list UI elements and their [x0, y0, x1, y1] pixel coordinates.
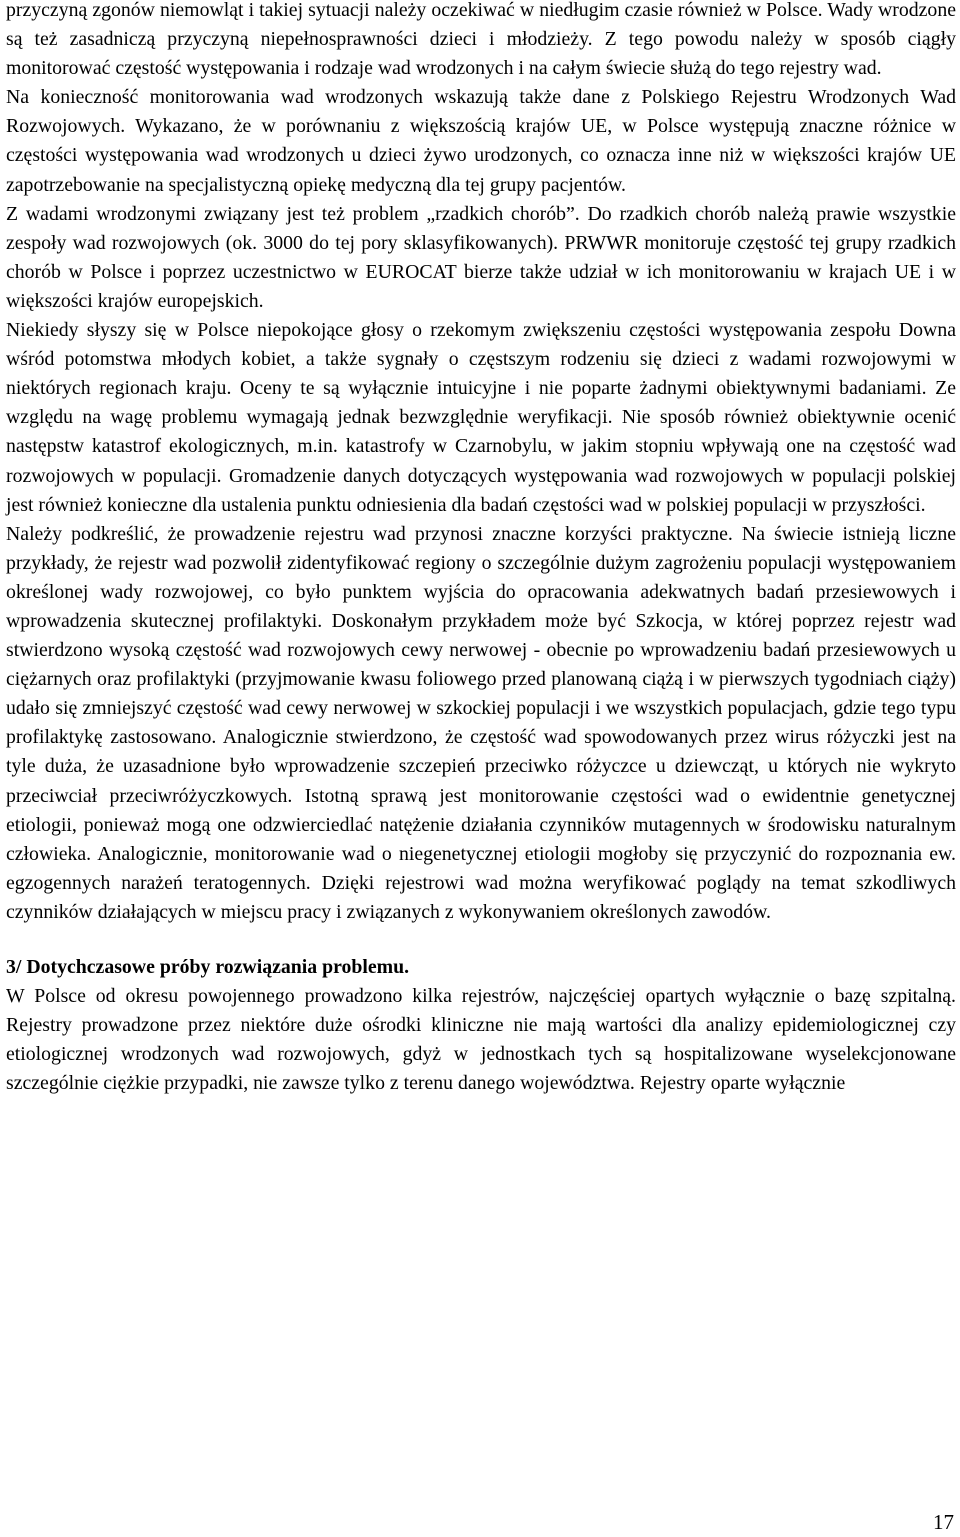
- paragraph: Na konieczność monitorowania wad wrodzonych wskazują także dane z Polskiego Rejestru Wrodzonych Wad Rozwojowych. Wykazano, że w porównaniu z większością krajów UE, w Polsce występują znaczne różnice w częstości występowania wad wrodzonych u dzieci żywo urodzonych, co oznacza inne niż w większości krajów UE zapotrzebowanie na specjalistyczną opiekę medyczną dla tej grupy pacjentów.: [6, 86, 956, 196]
- section-heading: 3/ Dotychczasowe próby rozwiązania problemu.: [6, 956, 410, 978]
- page-number: 17: [933, 1510, 954, 1534]
- document-page: [6, 0, 956, 1098]
- paragraph: przyczyną zgonów niemowląt i takiej sytuacji należy oczekiwać w niedługim czasie również w Polsce. Wady wrodzone są też zasadniczą przyczyną niepełnosprawności dzieci i młodzieży. Z tego powodu należy w sposób ciągły monitorować częstość występowania i rodzaje wad wrodzonych i na całym świecie służą do tego rejestry wad.: [6, 0, 956, 80]
- paragraph: Z wadami wrodzonymi związany jest też problem „rzadkich chorób”. Do rzadkich chorób należą prawie wszystkie zespoły wad rozwojowych (ok. 3000 do tej pory sklasyfikowanych). PRWWR monitoruje częstość tej grupy rzadkich chorób w Polsce i poprzez uczestnictwo w EUROCAT bierze także udział w ich monitorowaniu w krajach UE i w większości krajów europejskich.: [6, 202, 956, 312]
- section-paragraph: W Polsce od okresu powojennego prowadzono kilka rejestrów, najczęściej opartych wyłącznie o bazę szpitalną. Rejestry prowadzone przez niektóre duże ośrodki kliniczne nie mają wartości dla analizy epidemiologicznej czy etiologicznej wrodzonych wad rozwojowych, gdyż w jednostkach tych są hospitalizowane wyselekcjonowane szczególnie ciężkie przypadki, nie zawsze tylko z terenu danego województwa. Rejestry oparte wyłącznie: [6, 985, 956, 1095]
- paragraph: Należy podkreślić, że prowadzenie rejestru wad przynosi znaczne korzyści praktyczne. Na świecie istnieją liczne przykłady, że rejestr wad pozwolił zidentyfikować regiony o szczególnie dużym zagrożeniu populacji występowaniem określonej wady rozwojowej, co było punktem wyjścia do opracowania adekwatnych badań przesiewowych i wprowadzenia skutecznej profilaktyki. Doskonałym przykładem może być Szkocja, w której poprzez rejestr wad stwierdzono wysoką częstość wad rozwojowych cewy nerwowej - obecnie po wprowadzeniu badań przesiewowych u ciężarnych oraz profilaktyki (przyjmowanie kwasu foliowego przed planowaną ciążą i w pierwszych tygodniach ciąży) udało się zmniejszyć częstość wad cewy nerwowej w szkockiej populacji i we wszystkich populacjach, gdzie tego typu profilaktykę zastosowano. Analogicznie stwierdzono, że częstość wad spowodowanych przez wirus różyczki jest na tyle duża, że uzasadnione było wprowadzenie szczepień przeciwko różyczce u dziewcząt, u których nie wykryto przeciwciał przeciwróżyczkowych. Istotną sprawą jest monitorowanie częstości wad o ewidentnie genetycznej etiologii, ponieważ mogą one odzwierciedlać natężenie działania czynników mutagennych w środowisku naturalnym człowieka. Analogicznie, monitorowanie wad o niegenetycznej etiologii mogłoby się przyczynić do rozpoznania ew. egzogennych narażeń teratogennych. Dzięki rejestrowi wad można weryfikować poglądy na temat szkodliwych czynników działających w miejscu pracy i związanych z wykonywaniem określonych zawodów.: [6, 522, 956, 923]
- paragraph: Niekiedy słyszy się w Polsce niepokojące głosy o rzekomym zwiększeniu częstości występowania zespołu Downa wśród potomstwa młodych kobiet, a także sygnały o częstszym rodzeniu się dzieci z wadami rozwojowymi w niektórych regionach kraju. Oceny te są wyłącznie intuicyjne i nie poparte żadnymi obiektywnymi badaniami. Ze względu na wagę problemu wymagają jednak bezwzględnie weryfikacji. Nie sposób również obiektywnie ocenić następstw katastrof ekologicznych, m.in. katastrofy w Czarnobylu, w jakim stopniu wpływają one na częstość wad rozwojowych w populacji. Gromadzenie danych dotyczących występowania wad rozwojowych w populacji polskiej jest również konieczne dla ustalenia punktu odniesienia dla badań częstości wad w polskiej populacji w przyszłości.: [6, 319, 956, 516]
